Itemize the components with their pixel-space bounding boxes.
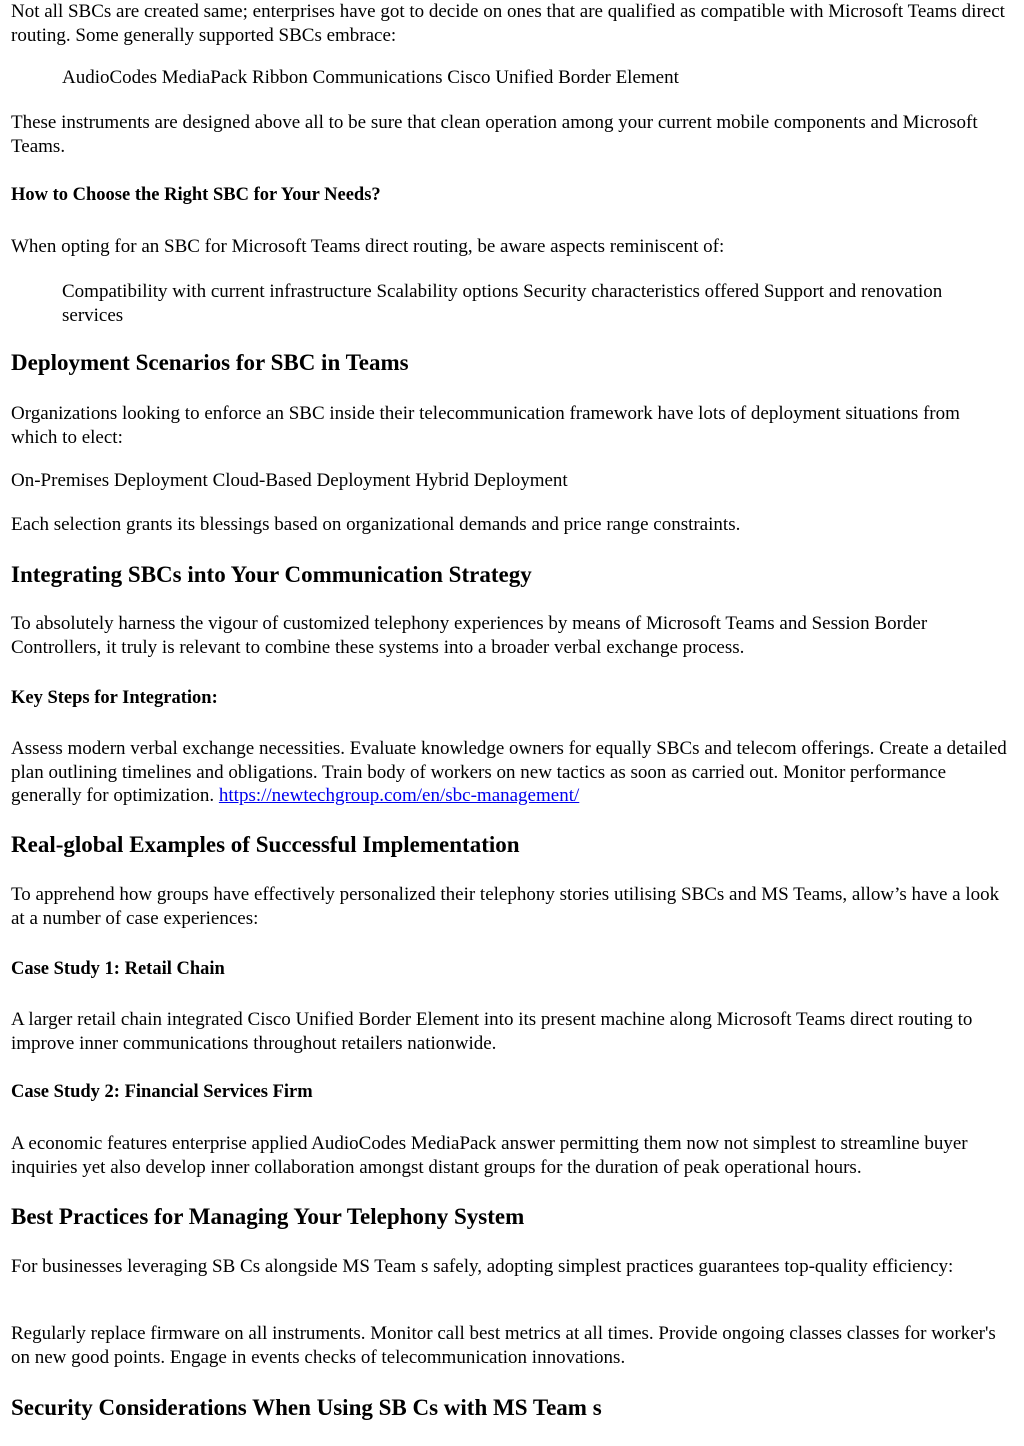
integrating-paragraph: To absolutely harness the vigour of customized telephony experiences by means of Microsoft Teams and Session Border Controllers, it truly is relevant to combine these systems into a broader verbal exchange process. [11, 613, 928, 658]
sbc-management-link[interactable]: https://newtechgroup.com/en/sbc-management/ [218, 785, 580, 806]
supported-sbcs-list: AudioCodes MediaPack Ribbon Communications Cisco Unified Border Element [62, 67, 679, 88]
heading-case-study-2: Case Study 2: Financial Services Firm [11, 1082, 313, 1102]
practices-list-paragraph: Regularly replace firmware on all instruments. Monitor call best metrics at all times. Provide ongoing classes classes for worker's on new good points. Engage in events checks of telecommunication innovations. [11, 1323, 996, 1368]
intro-paragraph: Not all SBCs are created same; enterprises have got to decide on ones that are qualified as compatible with Microsoft Teams direct routing. Some generally supported SBCs embrace: [11, 1, 1005, 46]
heading-best-practices: Best Practices for Managing Your Telephony System [11, 1204, 525, 1229]
heading-case-study-1: Case Study 1: Retail Chain [11, 959, 225, 979]
heading-integrating: Integrating SBCs into Your Communication Strategy [11, 562, 532, 587]
heading-security: Security Considerations When Using SB Cs with MS Team s [11, 1395, 602, 1420]
heading-choose-sbc: How to Choose the Right SBC for Your Needs? [11, 185, 381, 205]
case-study-2-paragraph: A economic features enterprise applied AudioCodes MediaPack answer permitting them now not simplest to streamline buyer inquiries yet also develop inner collaboration amongst distant groups for the duration of peak operational hours. [11, 1133, 968, 1178]
case-study-1-paragraph: A larger retail chain integrated Cisco Unified Border Element into its present machine along Microsoft Teams direct routing to improve inner communications throughout retailers nationwide. [11, 1009, 973, 1054]
choosing-paragraph: When opting for an SBC for Microsoft Teams direct routing, be aware aspects reminiscent of: [11, 236, 725, 257]
heading-deployment: Deployment Scenarios for SBC in Teams [11, 350, 409, 375]
examples-paragraph: To apprehend how groups have effectively personalized their telephony stories utilising SBCs and MS Teams, allow’s have a look at a number of case experiences: [11, 884, 1000, 929]
instruments-paragraph: These instruments are designed above all to be sure that clean operation among your current mobile components and Microsoft Teams. [11, 112, 978, 157]
aspects-list: Compatibility with current infrastructure Scalability options Security characteristics offered Support and renovation services [62, 281, 943, 326]
deployment-paragraph: Organizations looking to enforce an SBC inside their telecommunication framework have lots of deployment situations from which to elect: [11, 403, 960, 448]
blessings-paragraph: Each selection grants its blessings based on organizational demands and price range constraints. [11, 514, 741, 535]
heading-key-steps: Key Steps for Integration: [11, 688, 218, 708]
heading-examples: Real-global Examples of Successful Implementation [11, 832, 520, 857]
steps-paragraph [11, 737, 1011, 808]
best-practices-paragraph: For businesses leveraging SB Cs alongside MS Team s safely, adopting simplest practices guarantees top-quality efficiency: [11, 1256, 954, 1277]
steps-text: Assess modern verbal exchange necessities. Evaluate knowledge owners for equally SBCs and telecom offerings. Create a detailed plan outlining timelines and obligations. Train body of workers on new tactics as soon as carried out. Monitor performance generally for optimization. [11, 738, 1007, 806]
deployment-options: On-Premises Deployment Cloud-Based Deployment Hybrid Deployment [11, 470, 568, 491]
